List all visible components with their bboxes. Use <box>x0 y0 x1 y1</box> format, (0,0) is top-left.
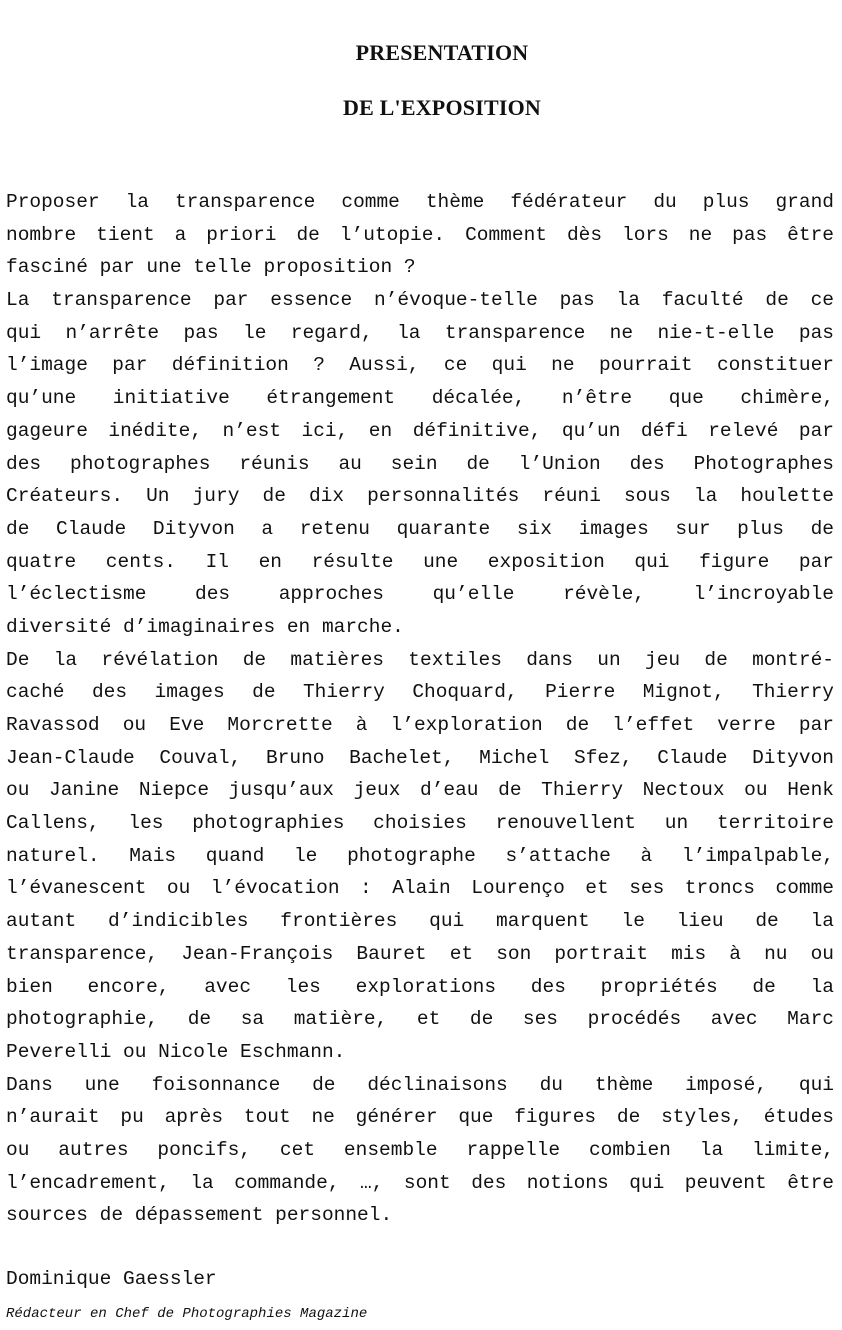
text-line: l’encadrement, la commande, …, sont des notions qui peuvent être <box>6 1171 834 1194</box>
text-line: bien encore, avec les explorations des propriétés de la <box>6 975 834 998</box>
text-line: Créateurs. Un jury de dix personnalités réuni sous la houlette <box>6 485 834 508</box>
text-line: photographie, de sa matière, et de ses procédés avec Marc <box>6 1008 834 1031</box>
text-line: des photographes réunis au sein de l’Union des Photographes <box>6 452 834 475</box>
text-line: n’aurait pu après tout ne générer que figures de styles, études <box>6 1106 834 1129</box>
text-line: Dans une foisonnance de déclinaisons du thème imposé, qui <box>6 1073 834 1096</box>
text-line: ou autres poncifs, cet ensemble rappelle combien la limite, <box>6 1138 834 1161</box>
text-line: de Claude Dityvon a retenu quarante six images sur plus de <box>6 517 834 540</box>
text-line: l’évanescent ou l’évocation : Alain Lourenço et ses troncs comme <box>6 877 834 900</box>
text-line: La transparence par essence n’évoque-telle pas la faculté de ce <box>6 289 834 312</box>
text-line: l’éclectisme des approches qu’elle révèle, l’incroyable <box>6 583 834 606</box>
text-line: Proposer la transparence comme thème fédérateur du plus grand <box>6 191 834 213</box>
text-line: gageure inédite, n’est ici, en définitive, qu’un défi relevé par <box>6 419 834 442</box>
author-role: Rédacteur en Chef de Photographies Magazine <box>6 1306 368 1322</box>
text-line: qu’une initiative étrangement décalée, n’être que chimère, <box>6 387 834 410</box>
text-line: De la révélation de matières textiles dans un jeu de montré- <box>6 648 834 671</box>
text-line: diversité d’imaginaires en marche. <box>6 615 404 638</box>
text-line: qui n’arrête pas le regard, la transparence ne nie-t-elle pas <box>6 321 834 344</box>
text-line: Callens, les photographies choisies renouvellent un territoire <box>6 812 834 835</box>
text-line: transparence, Jean-François Bauret et son portrait mis à nu ou <box>6 942 834 965</box>
text-line: l’image par définition ? Aussi, ce qui ne pourrait constituer <box>6 354 834 377</box>
title-line-1: PRESENTATION <box>355 40 529 65</box>
text-line: quatre cents. Il en résulte une exposition qui figure par <box>6 550 834 573</box>
text-line: Peverelli ou Nicole Eschmann. <box>6 1040 346 1063</box>
text-line: sources de dépassement personnel. <box>6 1204 393 1227</box>
article-body <box>6 186 834 1232</box>
author-name: Dominique Gaessler <box>6 1268 217 1290</box>
text-line: fasciné par une telle proposition ? <box>6 256 416 279</box>
text-line: nombre tient a priori de l’utopie. Comment dès lors ne pas être <box>6 223 834 246</box>
text-line: Jean-Claude Couval, Bruno Bachelet, Michel Sfez, Claude Dityvon <box>6 746 834 769</box>
text-line: caché des images de Thierry Choquard, Pierre Mignot, Thierry <box>6 681 834 704</box>
text-line: ou Janine Niepce jusqu’aux jeux d’eau de Thierry Nectoux ou Henk <box>6 779 834 802</box>
text-line: naturel. Mais quand le photographe s’attache à l’impalpable, <box>6 844 834 867</box>
text-line: autant d’indicibles frontières qui marquent le lieu de la <box>6 910 834 933</box>
title-line-2: DE L'EXPOSITION <box>343 95 541 120</box>
text-line: Ravassod ou Eve Morcrette à l’exploration de l’effet verre par <box>6 714 834 736</box>
